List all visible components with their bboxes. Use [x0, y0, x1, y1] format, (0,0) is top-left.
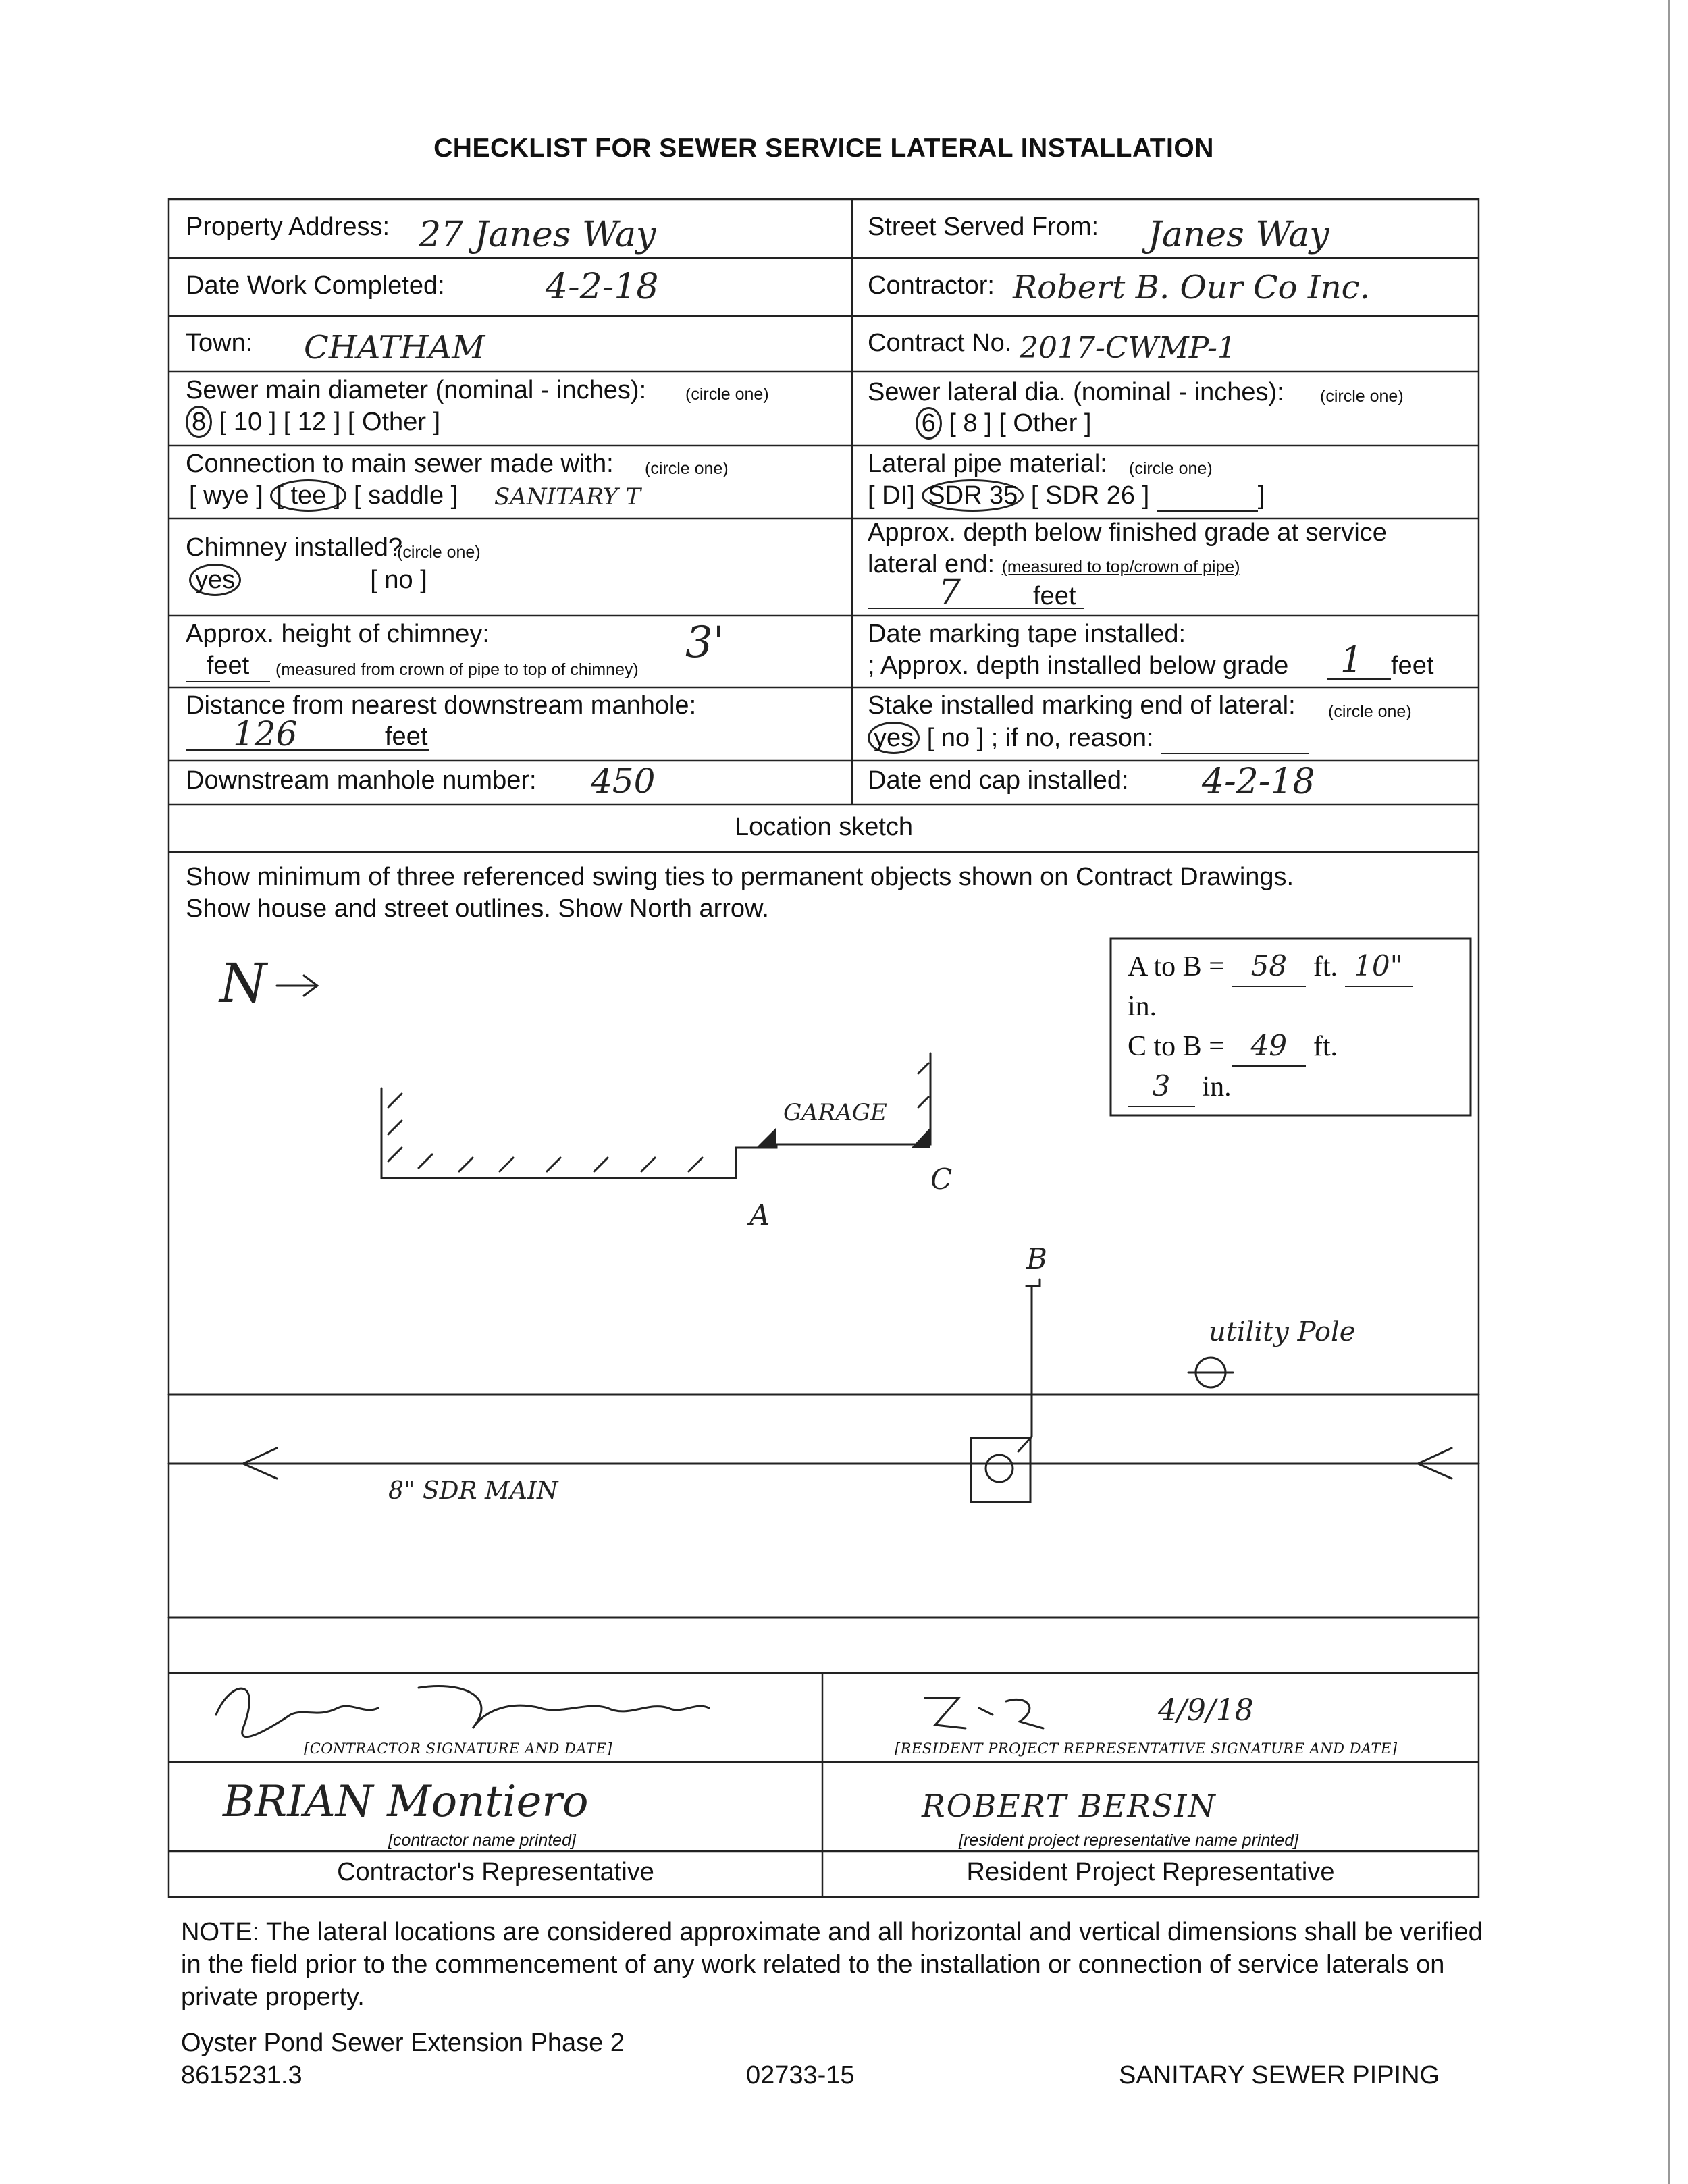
main-label: 8" SDR MAIN — [388, 1477, 558, 1505]
c-to-b-in-unit: in. — [1202, 1071, 1232, 1102]
tape-label: Date marking tape installed: — [868, 620, 1186, 648]
distance-value: 126 — [233, 714, 298, 753]
town-label: Town: — [186, 329, 253, 357]
connection-circle-note: (circle one) — [645, 459, 729, 478]
a-to-b-in-unit: in. — [1128, 991, 1157, 1022]
resident-rep-label: Resident Project Representative — [966, 1858, 1335, 1886]
a-to-b-label: A to B = — [1128, 951, 1225, 982]
depth-label-2: lateral end: — [868, 550, 995, 579]
point-b-label: B — [1026, 1242, 1047, 1275]
tape-depth-unit: feet — [1391, 651, 1434, 680]
manhole-value: 450 — [591, 762, 656, 801]
sketch-header: Location sketch — [734, 813, 914, 841]
chimney-height-label: Approx. height of chimney: — [186, 620, 490, 648]
material-opt-di[interactable]: [ DI] — [868, 481, 915, 510]
street-served-value: Janes Way — [1148, 215, 1329, 255]
distance-label: Distance from nearest downstream manhole: — [186, 691, 697, 720]
note-text: NOTE: The lateral locations are considered approximate and all horizontal and vertical dimensions shall be verified in the field prior to the commencement of any work related to the installation or connection of service laterals on private property. — [181, 1918, 1483, 2011]
a-to-b-ft: 58 — [1232, 947, 1306, 987]
connection-opt-wye[interactable]: [ wye ] — [189, 481, 263, 510]
date-work-value: 4-2-18 — [546, 267, 659, 307]
resident-printed-name: ROBERT BERSIN — [922, 1788, 1217, 1824]
sketch-instr-1: Show minimum of three referenced swing ties to permanent objects shown on Contract Drawings. — [186, 863, 1294, 891]
stake-circle-note: (circle one) — [1328, 702, 1412, 721]
c-to-b-ft-unit: ft. — [1313, 1031, 1338, 1062]
footer-doc-no: 8615231.3 — [181, 2061, 302, 2089]
main-dia-opt-8[interactable]: 8 — [186, 406, 212, 438]
footer-project: Oyster Pond Sewer Extension Phase 2 — [181, 2029, 625, 2057]
connection-note: SANITARY T — [494, 483, 641, 510]
chimney-height-value: 3' — [685, 618, 725, 668]
material-opt-sdr35[interactable]: SDR 35 — [922, 479, 1024, 512]
material-label: Lateral pipe material: — [868, 450, 1107, 478]
chimney-no[interactable]: [ no ] — [370, 566, 427, 594]
street-served-label: Street Served From: — [868, 213, 1099, 241]
lateral-dia-circle-note: (circle one) — [1320, 387, 1404, 406]
chimney-height-unit: feet — [186, 651, 270, 682]
footer-page-code: 02733-15 — [746, 2061, 855, 2089]
contract-no-label: Contract No. — [868, 329, 1012, 357]
contractor-rep-label: Contractor's Representative — [337, 1858, 654, 1886]
page-edge — [1668, 0, 1670, 2184]
depth-measure-note: (measured to top/crown of pipe) — [1001, 558, 1240, 577]
contractor-signature — [216, 1686, 709, 1737]
endcap-label: Date end cap installed: — [868, 766, 1129, 795]
point-a-label: A — [749, 1198, 770, 1231]
town-value: CHATHAM — [304, 329, 485, 367]
lateral-dia-label: Sewer lateral dia. (nominal - inches): — [868, 378, 1284, 406]
contractor-printed-name: BRIAN Montiero — [223, 1777, 589, 1827]
date-work-label: Date Work Completed: — [186, 271, 445, 300]
chimney-yes[interactable]: yes — [189, 564, 241, 596]
utility-pole-label: utility Pole — [1209, 1316, 1356, 1348]
depth-unit: feet — [1033, 582, 1076, 610]
material-circle-note: (circle one) — [1129, 459, 1213, 478]
lateral-dia-opt-8[interactable]: [ 8 ] — [949, 409, 992, 437]
chimney-label: Chimney installed? — [186, 533, 403, 562]
tape-depth-value: 1 — [1340, 640, 1363, 681]
c-to-b-in: 3 — [1128, 1067, 1195, 1107]
stake-no[interactable]: [ no ] ; if no, reason: — [926, 724, 1154, 752]
endcap-value: 4-2-18 — [1202, 762, 1315, 802]
connection-label: Connection to main sewer made with: — [186, 450, 614, 478]
manhole-label: Downstream manhole number: — [186, 766, 537, 795]
garage-label: GARAGE — [783, 1099, 887, 1126]
north-label: N — [219, 952, 267, 1015]
main-dia-circle-note: (circle one) — [685, 385, 769, 404]
lateral-dia-opt-other[interactable]: [ Other ] — [999, 409, 1092, 437]
depth-value: 7 — [939, 572, 961, 613]
resident-sig-caption: [RESIDENT PROJECT REPRESENTATIVE SIGNATURE AND DATE] — [895, 1740, 1398, 1757]
main-dia-label: Sewer main diameter (nominal - inches): — [186, 376, 647, 404]
distance-unit: feet — [385, 722, 428, 751]
form-title: CHECKLIST FOR SEWER SERVICE LATERAL INSTALLATION — [433, 134, 1214, 163]
main-dia-opt-10[interactable]: [ 10 ] — [219, 408, 277, 436]
resident-sig-date: 4/9/18 — [1158, 1693, 1254, 1728]
chimney-height-note: (measured from crown of pipe to top of chimney) — [275, 660, 639, 679]
a-to-b-in: 10" — [1345, 947, 1413, 987]
chimney-circle-note: (circle one) — [397, 543, 481, 562]
main-dia-opt-other[interactable]: [ Other ] — [347, 408, 441, 436]
contractor-value: Robert B. Our Co Inc. — [1013, 269, 1370, 307]
contract-no-value: 2017-CWMP-1 — [1020, 331, 1236, 365]
connection-opt-tee[interactable]: [ tee ] — [270, 479, 346, 512]
a-to-b-ft-unit: ft. — [1313, 951, 1338, 982]
main-dia-opt-12[interactable]: [ 12 ] — [283, 408, 341, 436]
material-opt-sdr26[interactable]: [ SDR 26 ] — [1030, 481, 1150, 510]
stake-label: Stake installed marking end of lateral: — [868, 691, 1296, 720]
sketch-instr-2: Show house and street outlines. Show North arrow. — [186, 895, 769, 923]
material-options: [ DI] SDR 35 [ SDR 26 ] ] — [868, 481, 1265, 512]
contractor-printed-caption: [contractor name printed] — [388, 1831, 576, 1850]
point-c-label: C — [930, 1163, 953, 1196]
c-to-b-label: C to B = — [1128, 1031, 1225, 1062]
resident-printed-caption: [resident project representative name printed] — [959, 1831, 1299, 1850]
stake-yes[interactable]: yes — [868, 722, 920, 754]
footer-section: SANITARY SEWER PIPING — [1119, 2061, 1440, 2089]
contractor-label: Contractor: — [868, 271, 995, 300]
tape-depth-label: ; Approx. depth installed below grade — [868, 651, 1289, 680]
property-address-value: 27 Janes Way — [419, 215, 656, 255]
depth-label-1: Approx. depth below finished grade at service — [868, 518, 1387, 547]
connection-opt-saddle[interactable]: [ saddle ] — [354, 481, 458, 510]
resident-signature — [925, 1698, 1043, 1728]
contractor-sig-caption: [CONTRACTOR SIGNATURE AND DATE] — [304, 1740, 612, 1757]
lateral-dia-opt-6[interactable]: 6 — [916, 407, 942, 440]
property-address-label: Property Address: — [186, 213, 390, 241]
c-to-b-ft: 49 — [1232, 1026, 1306, 1067]
